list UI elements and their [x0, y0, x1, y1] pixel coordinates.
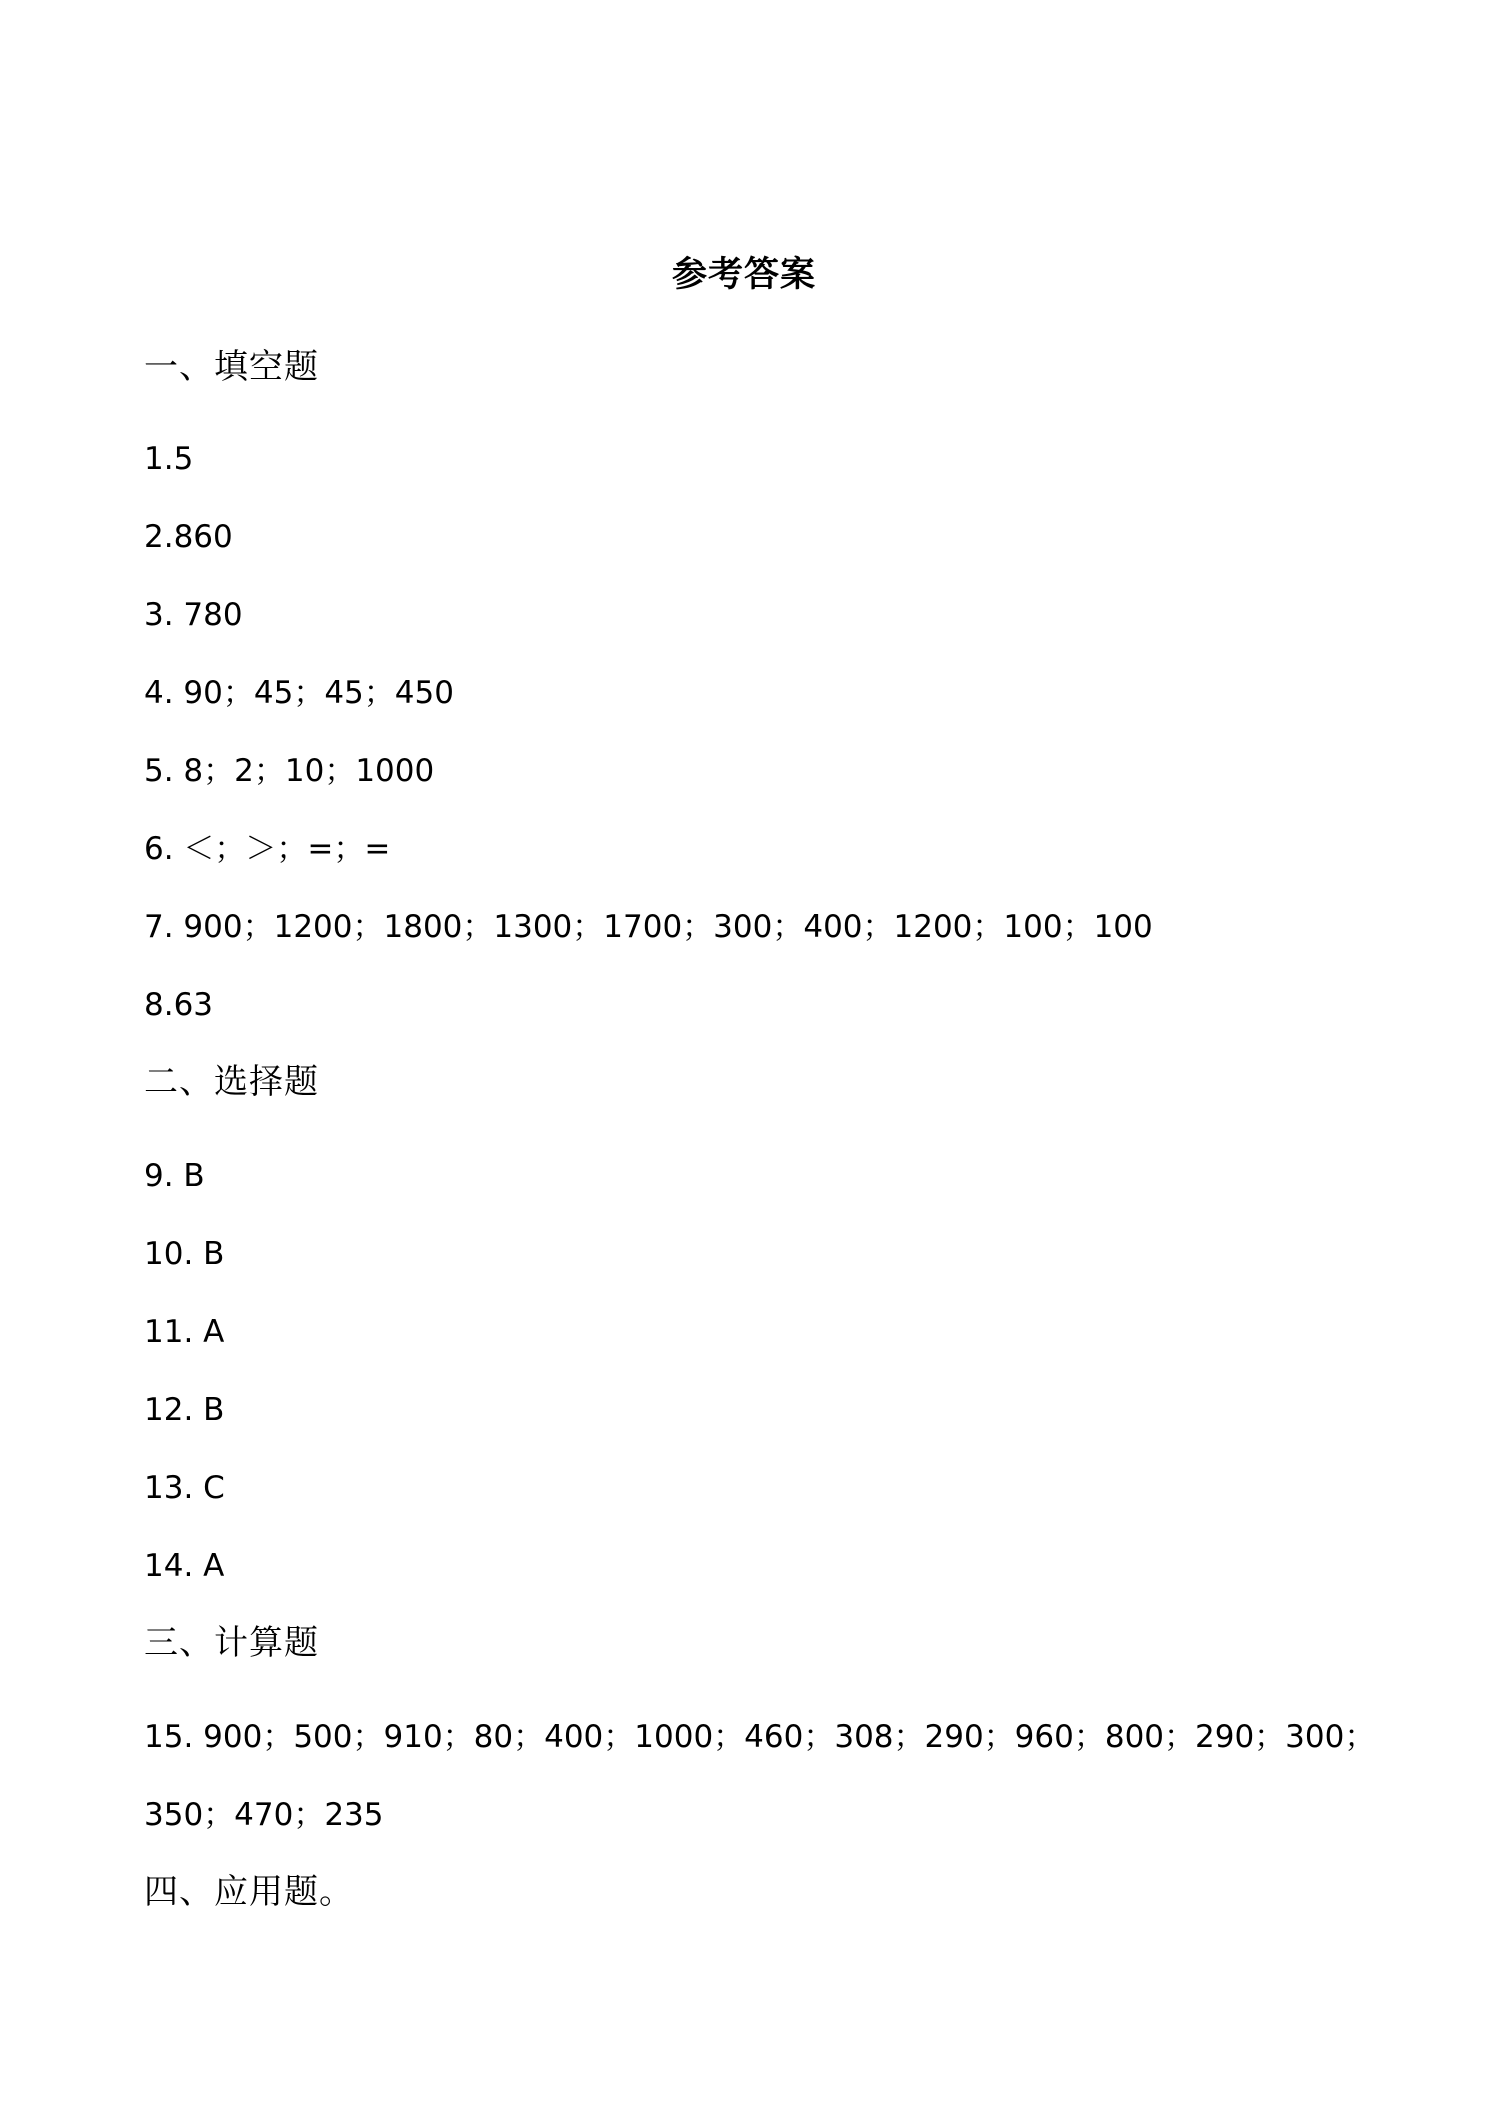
answer-line-6: 6. ＜；＞；=；=: [144, 831, 391, 867]
answer-line-9: 9. B: [144, 1158, 205, 1194]
answer-line-15: 15. 900；500；910；80；400；1000；460；308；290；960；800；290；300；: [144, 1719, 1376, 1755]
answer-line-12: 12. B: [144, 1392, 225, 1428]
section-heading-calculation: 三、计算题: [144, 1623, 319, 1663]
answer-line-15-continued: 350；470；235: [144, 1797, 384, 1833]
section-heading-fill-blank: 一、填空题: [144, 347, 319, 387]
answer-line-7: 7. 900；1200；1800；1300；1700；300；400；1200；100；100: [144, 909, 1153, 945]
answer-line-10: 10. B: [144, 1236, 225, 1272]
section-heading-choice: 二、选择题: [144, 1062, 319, 1102]
answer-line-8: 8.63: [144, 987, 214, 1023]
answer-line-5: 5. 8；2；10；1000: [144, 753, 435, 789]
answer-line-3: 3. 780: [144, 597, 243, 633]
section-heading-application: 四、应用题。: [144, 1872, 354, 1912]
answer-line-14: 14. A: [144, 1548, 225, 1584]
answer-line-4: 4. 90；45；45；450: [144, 675, 454, 711]
answer-line-13: 13. C: [144, 1470, 225, 1506]
answer-line-1: 1.5: [144, 441, 194, 477]
answer-line-11: 11. A: [144, 1314, 225, 1350]
page-title: 参考答案: [671, 255, 816, 295]
answer-line-2: 2.860: [144, 519, 233, 555]
